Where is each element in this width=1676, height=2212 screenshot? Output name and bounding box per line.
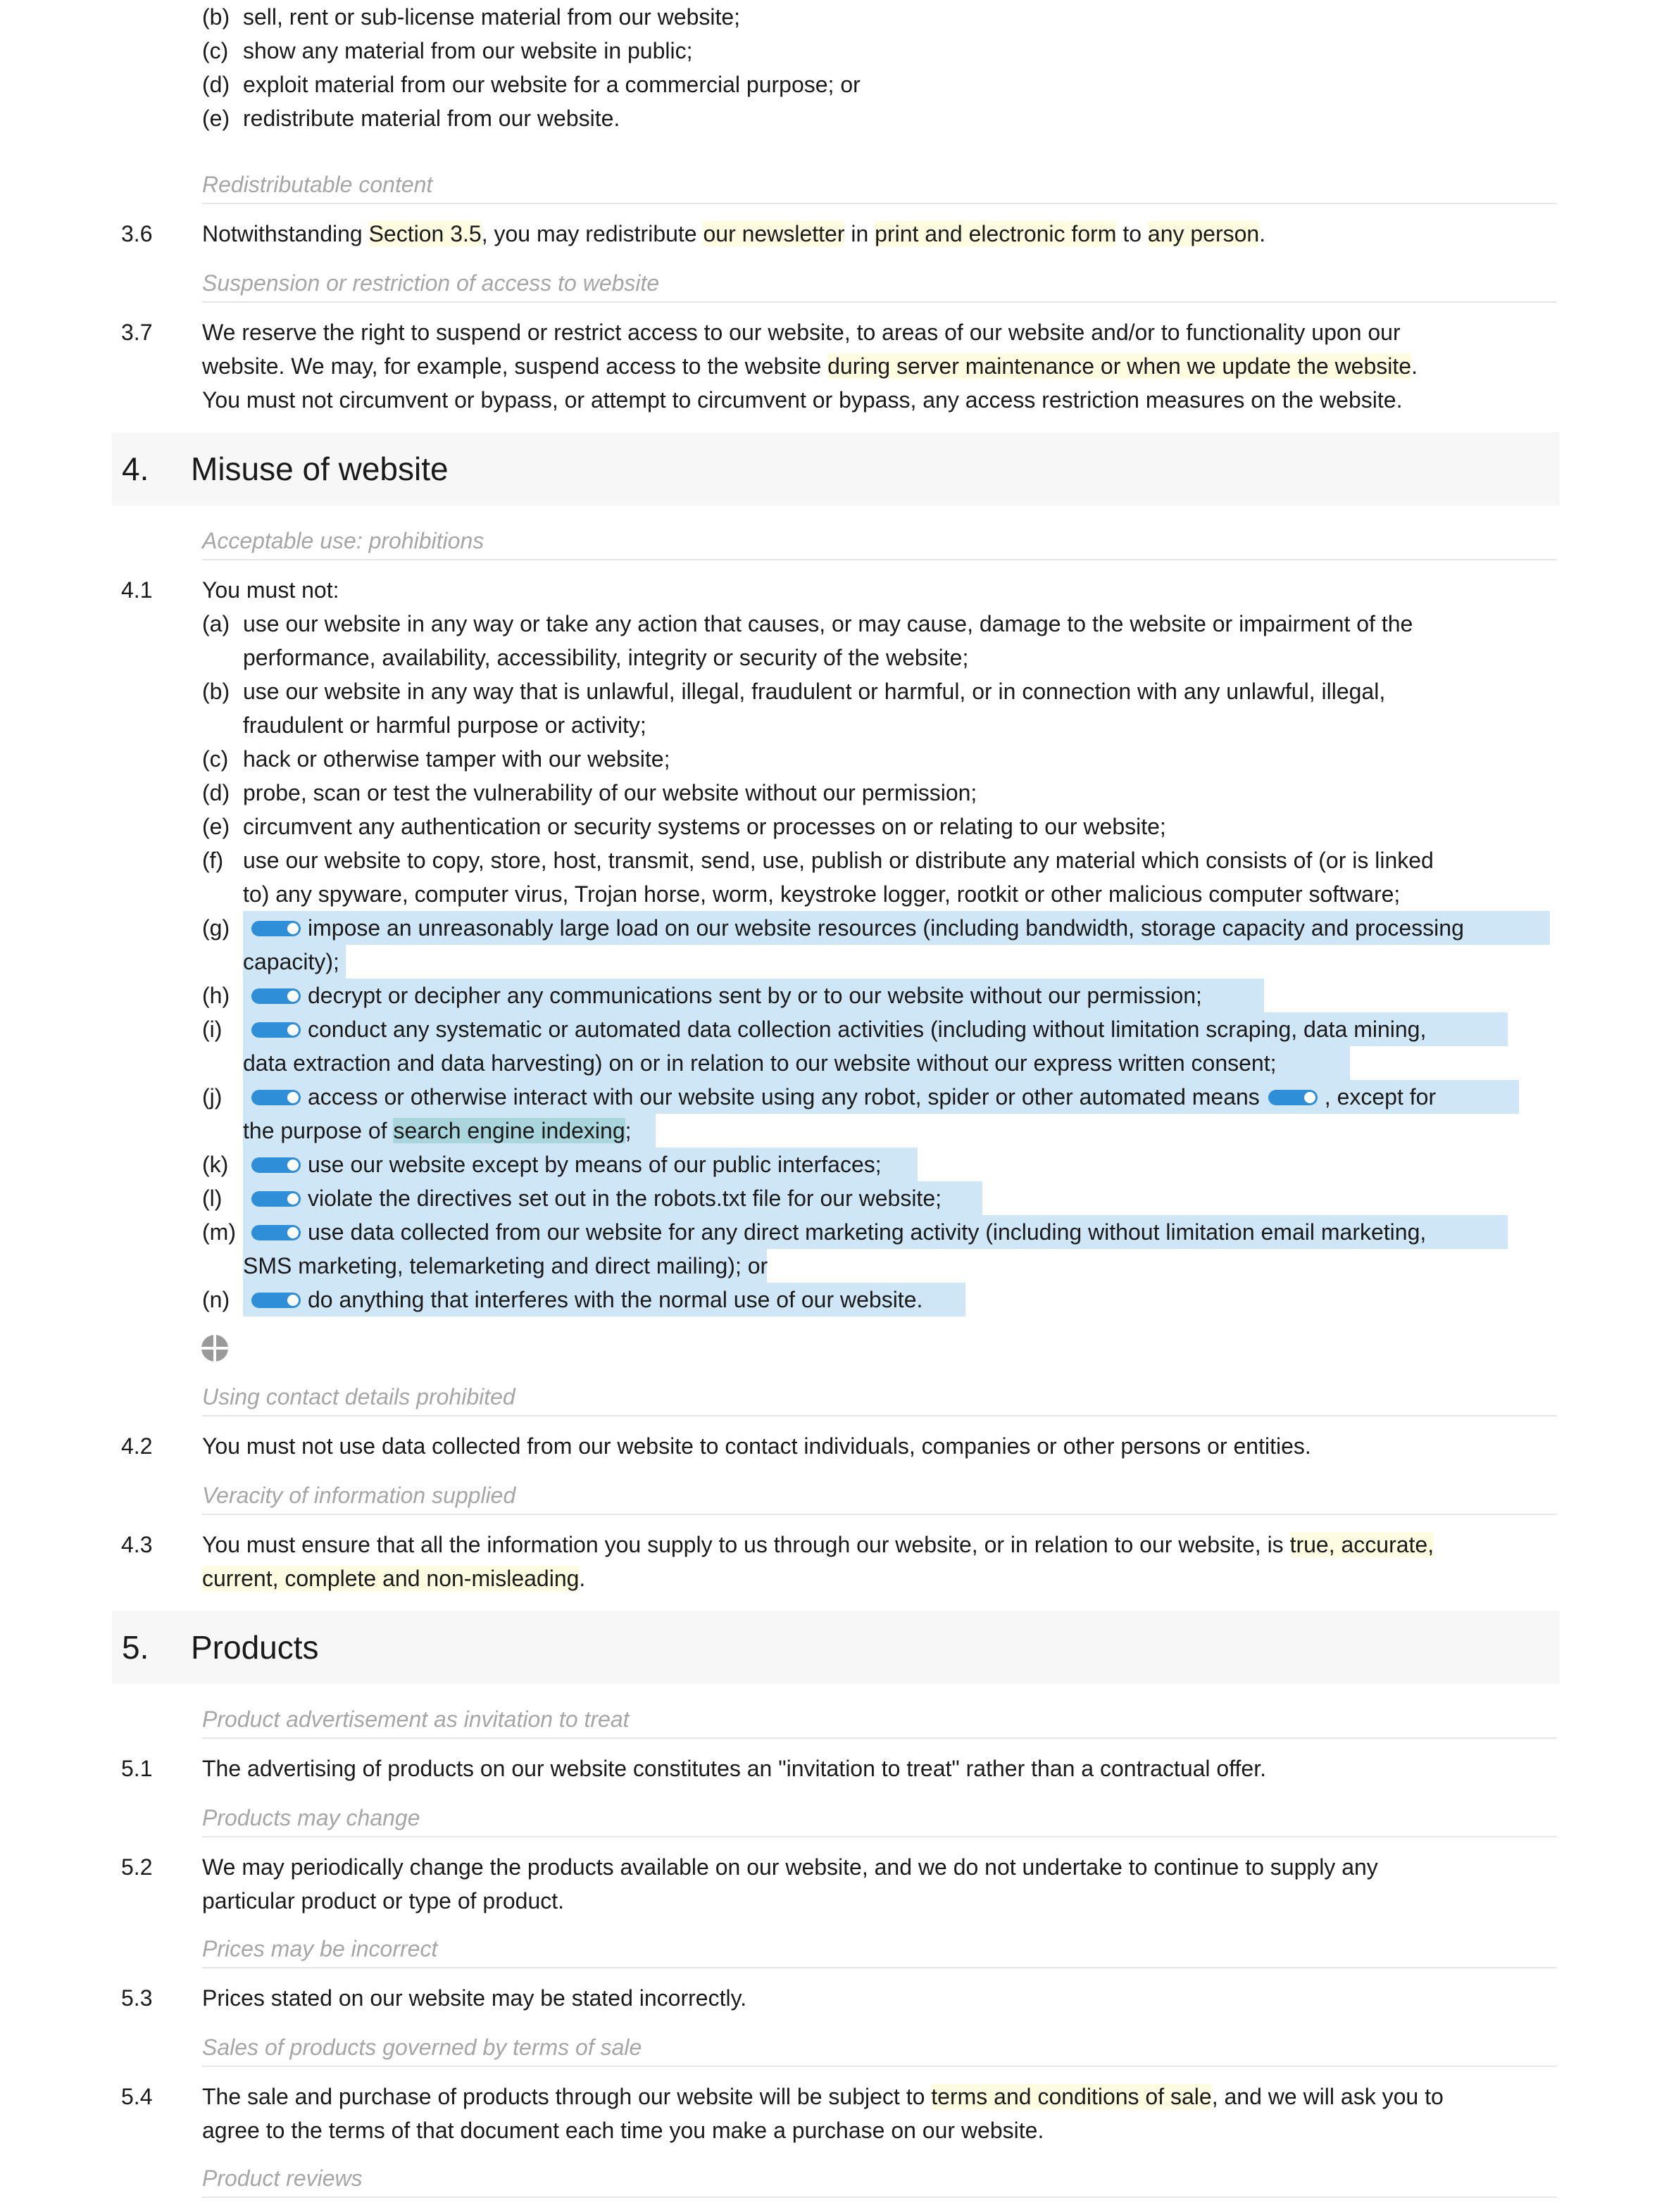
optional-list-item: violate the directives set out in the robots.txt file for our website; bbox=[243, 1181, 1553, 1215]
nested-option[interactable]: search engine indexing bbox=[393, 1118, 625, 1143]
toggle-switch-icon[interactable] bbox=[251, 988, 301, 1004]
section-title: Products bbox=[191, 1629, 319, 1666]
clause-subheading: Suspension or restriction of access to website bbox=[202, 266, 1557, 303]
highlight-option[interactable]: print and electronic form bbox=[875, 221, 1117, 246]
toggle-switch-icon[interactable] bbox=[251, 1191, 301, 1207]
clause-number: 3.7 bbox=[121, 320, 153, 345]
clause-4-2-text: You must not use data collected from our website to contact individuals, companies or other persons or entities. bbox=[202, 1433, 1311, 1459]
optional-list-item: decrypt or decipher any communications sent by or to our website without our permission; bbox=[243, 979, 1553, 1012]
optional-list-item: do anything that interferes with the normal use of our website. bbox=[243, 1283, 1553, 1316]
optional-list-item: impose an unreasonably large load on our website resources (including bandwidth, storage capacity and processing capacity); bbox=[243, 915, 1464, 974]
clause-number: 5.1 bbox=[121, 1756, 153, 1781]
list-item-label: (h) bbox=[202, 983, 230, 1008]
clause-number: 4.3 bbox=[121, 1532, 153, 1557]
clause-number: 4.1 bbox=[121, 577, 153, 603]
toggle-switch-icon[interactable] bbox=[251, 1157, 301, 1173]
list-item-label: (k) bbox=[202, 1152, 229, 1177]
list-item-label: (m) bbox=[202, 1219, 236, 1245]
list-item-text: hack or otherwise tamper with our website; bbox=[243, 746, 670, 772]
clause-number: 5.2 bbox=[121, 1854, 153, 1880]
highlight-option[interactable]: true, accurate, bbox=[1289, 1532, 1434, 1557]
list-item-label: (j) bbox=[202, 1084, 223, 1110]
section-reference[interactable]: Section 3.5 bbox=[368, 221, 482, 246]
list-item-label: (d) bbox=[202, 780, 230, 805]
clause-number: 3.6 bbox=[121, 221, 153, 246]
list-item-text: circumvent any authentication or security systems or processes on or relating to our website; bbox=[243, 814, 1166, 839]
list-item-label: (g) bbox=[202, 915, 230, 941]
list-item-label: (d) bbox=[202, 72, 230, 97]
toggle-switch-icon[interactable] bbox=[251, 921, 301, 936]
clause-subheading: Veracity of information supplied bbox=[202, 1478, 1557, 1515]
optional-list-item: access or otherwise interact with our website using any robot, spider or other automated means , except for the purpose of search engine indexing; bbox=[243, 1084, 1437, 1143]
clause-5-1-text: The advertising of products on our website constitutes an "invitation to treat" rather than a contractual offer. bbox=[202, 1756, 1266, 1781]
toggle-switch-icon[interactable] bbox=[1268, 1090, 1318, 1105]
list-item-label: (f) bbox=[202, 848, 224, 873]
section-number: 5. bbox=[122, 1629, 149, 1666]
toggle-switch-icon[interactable] bbox=[251, 1225, 301, 1240]
toggle-switch-icon[interactable] bbox=[251, 1022, 301, 1038]
list-item-label: (c) bbox=[202, 38, 229, 63]
clause-5-4-text: The sale and purchase of products through our website will be subject to terms and conditions of sale, and we will ask you to agree to the terms of that document each time you make a purchase on our website. bbox=[202, 2084, 1444, 2143]
clause-5-3-text: Prices stated on our website may be stated incorrectly. bbox=[202, 1985, 747, 2011]
list-item-label: (b) bbox=[202, 679, 230, 704]
list-item-label: (a) bbox=[202, 611, 230, 636]
highlight-option[interactable]: terms and conditions of sale bbox=[931, 2084, 1212, 2109]
list-item-text: show any material from our website in public; bbox=[243, 38, 693, 63]
list-item-text: use our website in any way or take any action that causes, or may cause, damage to the website or impairment of the performance, availability, accessibility, integrity or security of the website; bbox=[243, 611, 1413, 670]
list-item-label: (b) bbox=[202, 4, 230, 30]
clause-number: 5.4 bbox=[121, 2084, 153, 2109]
clause-3-6-text: Notwithstanding Section 3.5, you may redistribute our newsletter in print and electronic form to any person. bbox=[202, 221, 1266, 246]
optional-list-item: use data collected from our website for any direct marketing activity (including without limitation email marketing, SMS marketing, telemarketing and direct mailing); or bbox=[243, 1219, 1427, 1278]
list-item-text: use our website to copy, store, host, transmit, send, use, publish or distribute any material which consists of (or is linked to) any spyware, computer virus, Trojan horse, worm, keystroke logger, rootkit or other malicious computer software; bbox=[243, 848, 1434, 907]
clause-subheading: Product advertisement as invitation to treat bbox=[202, 1702, 1557, 1739]
clause-subheading: Redistributable content bbox=[202, 168, 1557, 204]
highlight-option[interactable]: any person bbox=[1147, 221, 1260, 246]
optional-list-item: conduct any systematic or automated data collection activities (including without limitation scraping, data mining, data extraction and data harvesting) on or in relation to our website without our express written consent; bbox=[243, 1017, 1427, 1076]
list-item-text: sell, rent or sub-license material from our website; bbox=[243, 4, 741, 30]
section-heading-4 bbox=[112, 432, 1560, 505]
section-heading-5 bbox=[112, 1611, 1560, 1684]
highlight-option[interactable]: current, complete and non-misleading bbox=[202, 1566, 580, 1591]
highlight-option[interactable]: our newsletter bbox=[703, 221, 845, 246]
clause-number: 4.2 bbox=[121, 1433, 153, 1459]
list-item-text: redistribute material from our website. bbox=[243, 106, 620, 131]
list-item-label: (e) bbox=[202, 814, 230, 839]
highlight-option[interactable]: during server maintenance or when we update the website bbox=[827, 353, 1412, 379]
list-item-label: (c) bbox=[202, 746, 229, 772]
list-item-text: use our website in any way that is unlawful, illegal, fraudulent or harmful, or in connection with any unlawful, illegal, fraudulent or harmful purpose or activity; bbox=[243, 679, 1386, 738]
list-item-label: (n) bbox=[202, 1287, 230, 1312]
list-item-label: (i) bbox=[202, 1017, 223, 1042]
clause-subheading: Sales of products governed by terms of sale bbox=[202, 2030, 1557, 2067]
section-title: Misuse of website bbox=[191, 451, 449, 487]
toggle-switch-icon[interactable] bbox=[251, 1293, 301, 1308]
clause-number: 5.3 bbox=[121, 1985, 153, 2011]
clause-4-3-text: You must ensure that all the information you supply to us through our website, or in relation to our website, is true, accurate, current, complete and non-misleading. bbox=[202, 1532, 1434, 1591]
clause-subheading: Acceptable use: prohibitions bbox=[202, 524, 1557, 560]
clause-subheading: Using contact details prohibited bbox=[202, 1380, 1557, 1416]
list-item-label: (l) bbox=[202, 1186, 223, 1211]
clause-subheading: Products may change bbox=[202, 1801, 1557, 1837]
quartered-circle-icon[interactable] bbox=[201, 1335, 228, 1362]
list-item-text: exploit material from our website for a commercial purpose; or bbox=[243, 72, 861, 97]
clause-subheading: Prices may be incorrect bbox=[202, 1932, 1557, 1968]
clause-intro: You must not: bbox=[202, 577, 339, 603]
toggle-switch-icon[interactable] bbox=[251, 1090, 301, 1105]
section-number: 4. bbox=[122, 451, 149, 487]
clause-5-2-text: We may periodically change the products available on our website, and we do not undertake to continue to supply any particular product or type of product. bbox=[202, 1854, 1378, 1913]
optional-list-item: use our website except by means of our public interfaces; bbox=[243, 1148, 1553, 1181]
list-item-label: (e) bbox=[202, 106, 230, 131]
clause-3-7-text: We reserve the right to suspend or restrict access to our website, to areas of our website and/or to functionality upon our website. We may, for example, suspend access to the website during server maintenance or when we update the website. You must not circumvent or bypass, or attempt to circumvent or bypass, any access restriction measures on the website. bbox=[202, 320, 1418, 413]
clause-subheading: Product reviews bbox=[202, 2161, 1557, 2198]
list-item-text: probe, scan or test the vulnerability of our website without our permission; bbox=[243, 780, 977, 805]
